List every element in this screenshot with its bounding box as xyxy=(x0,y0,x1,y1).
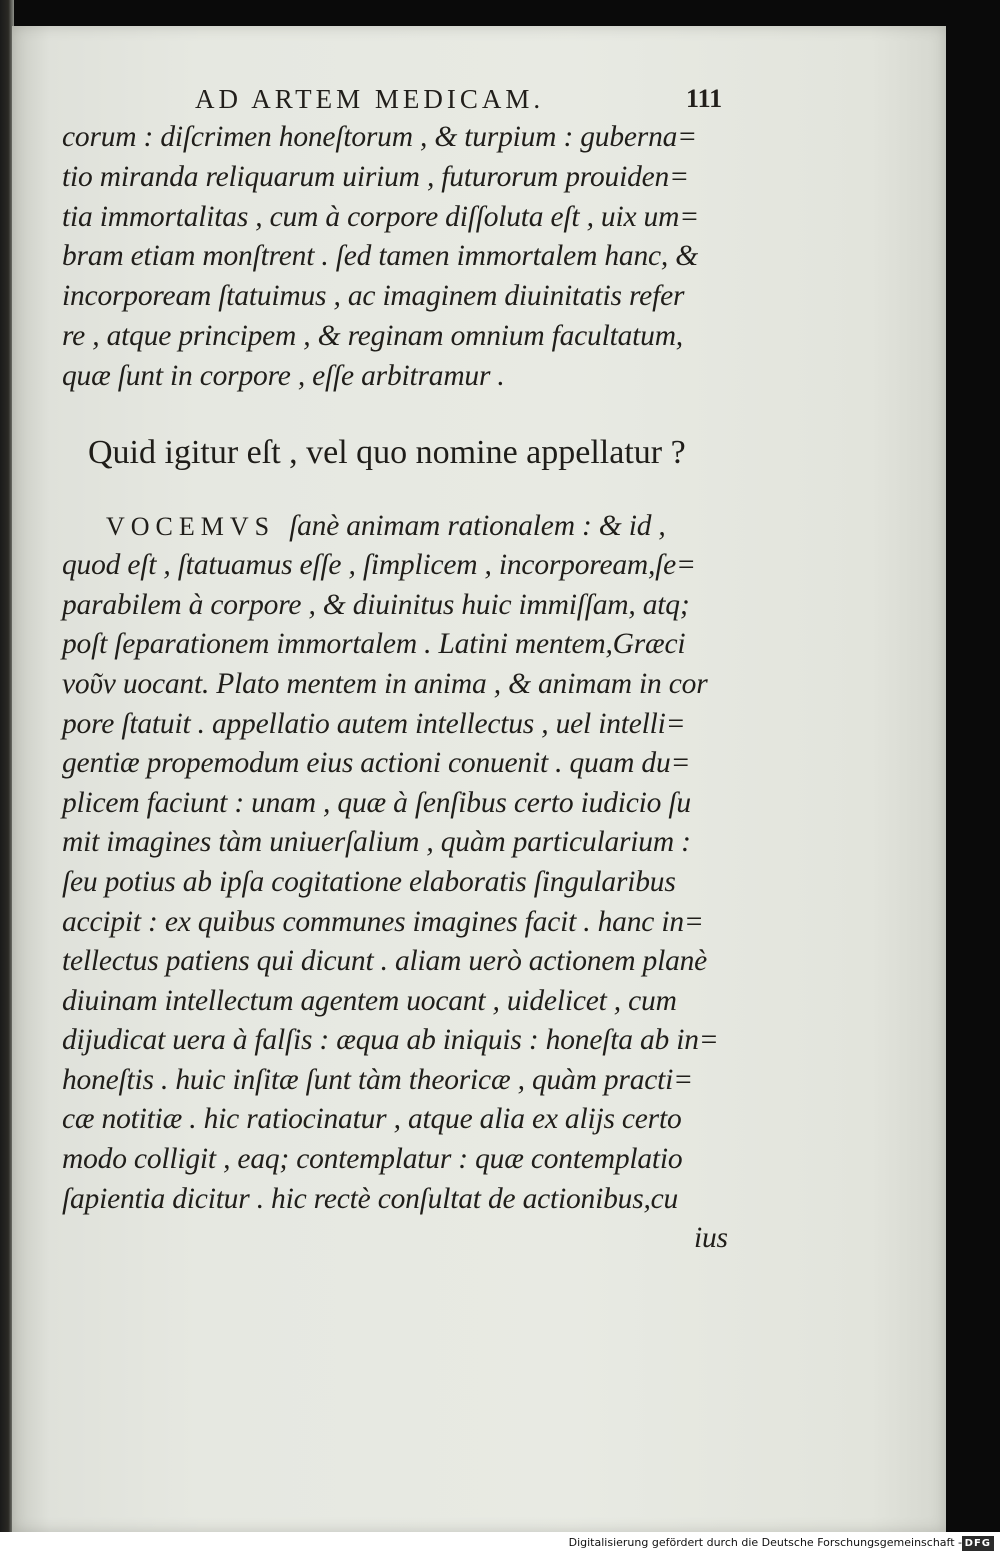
text-line: accipit : ex quibus communes imagines facit . hanc in= xyxy=(62,905,704,938)
text-line: plicem faciunt : unam , quæ à ſenſibus certo iudicio ſu xyxy=(62,786,691,819)
text-line: honeſtis . huic inſitæ ſunt tàm theoricæ , quàm practi= xyxy=(62,1063,693,1096)
funding-notice: Digitalisierung gefördert durch die Deutsche Forschungsgemeinschaft - xyxy=(568,1536,962,1549)
paragraph-1 xyxy=(62,118,762,397)
text-line: poſt ſeparationem immortalem . Latini mentem,Græci xyxy=(62,628,686,661)
text-line: mit imagines tàm uniuerſalium , quàm particularium : xyxy=(62,826,691,859)
text-line: ſeu potius ab ipſa cogitatione elaboratis ſingularibus xyxy=(62,865,676,898)
text-line: corum : diſcrimen honeſtorum , & turpium : guberna= xyxy=(62,121,697,153)
page-number: 111 xyxy=(686,84,723,113)
text-line: dijudicat uera à falſis : æqua ab iniquis : honeſta ab in= xyxy=(62,1024,719,1057)
text-line-first xyxy=(62,507,762,547)
section-heading: Quid igitur eſt , vel quo nomine appellatur ? xyxy=(88,433,686,471)
first-line-rest: ſanè animam rationalem : & id , xyxy=(289,509,666,542)
initial-word: VOCEMVS xyxy=(106,511,276,541)
text-line: quod eſt , ſtatuamus eſſe , ſimplicem , incorpoream,ſe= xyxy=(62,549,696,582)
text-line: modo colligit , eaq; contemplatur : quæ contemplatio xyxy=(62,1143,683,1176)
text-line: re , atque principem , & reginam omnium facultatum, xyxy=(62,319,683,352)
text-line: incorpoream ſtatuimus , ac imaginem diuinitatis refer xyxy=(62,280,685,313)
running-head xyxy=(62,84,762,118)
text-line: parabilem à corpore , & diuinitus huic immiſſam, atq; xyxy=(62,588,690,621)
text-line: tia immortalitas , cum à corpore diſſoluta eſt , uix um= xyxy=(62,200,699,233)
catch-word: ius xyxy=(694,1222,728,1255)
text-line: quæ ſunt in corpore , eſſe arbitramur . xyxy=(62,359,505,392)
paragraph-2 xyxy=(62,507,762,1259)
text-line: gentiæ propemodum eius actioni conuenit . quam du= xyxy=(62,747,691,780)
text-line: cæ notitiæ . hic ratiocinatur , atque alia ex alijs certo xyxy=(62,1103,682,1136)
book-page xyxy=(12,26,946,1532)
page-text-area xyxy=(62,84,762,1259)
text-line: bram etiam monſtrent . ſed tamen immortalem hanc, & xyxy=(62,240,698,273)
footer-bar xyxy=(0,1532,1000,1556)
text-line: ſapientia dicitur . hic rectè conſultat de actionibus,cu xyxy=(62,1182,679,1215)
text-line: tio miranda reliquarum uirium , futurorum prouiden= xyxy=(62,160,689,193)
dfg-logo-icon: DFG xyxy=(962,1536,994,1551)
running-title: AD ARTEM MEDICAM. xyxy=(195,84,545,114)
text-line: pore ſtatuit . appellatio autem intellectus , uel intelli= xyxy=(62,707,686,740)
text-line: tellectus patiens qui dicunt . aliam uerò actionem planè xyxy=(62,945,708,978)
text-line: diuinam intellectum agentem uocant , uidelicet , cum xyxy=(62,984,677,1017)
text-line: νοῦν uocant. Plato mentem in anima , & animam in cor xyxy=(62,667,708,700)
